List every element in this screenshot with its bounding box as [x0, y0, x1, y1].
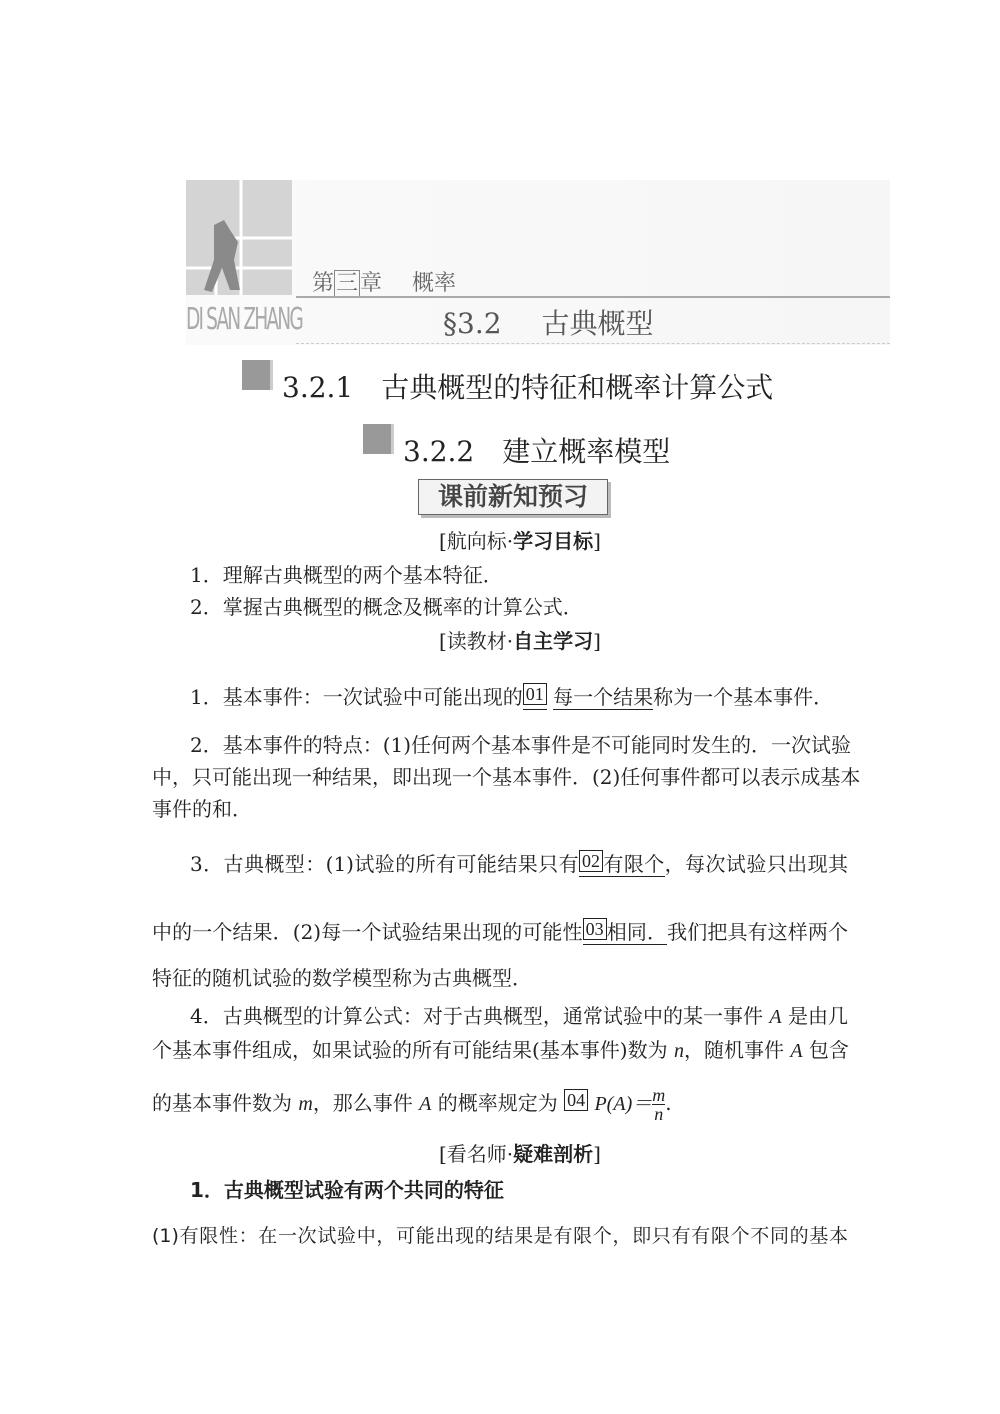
- header-divider-dashed: [296, 343, 890, 344]
- paragraph-3-line: 3．古典概型：(1)试验的所有可能结果只有 02 有限个，每次试验只出现其: [190, 851, 848, 876]
- blank-number: 01: [523, 683, 547, 705]
- paragraph-2-line: 中，只可能出现一种结果，即出现一个基本事件．(2)任何事件都可以表示成基本: [152, 765, 861, 789]
- fraction: $\frac{m}{n}$: [652, 1085, 666, 1124]
- paragraph-1: 1．基本事件：一次试验中可能出现的 01 每一个结果称为一个基本事件．: [190, 684, 834, 709]
- subsection-title-2: 3.2.2 建立概率模型: [403, 435, 671, 468]
- paragraph-2-line: 2．基本事件的特点：(1)任何两个基本事件是不可能同时发生的．一次试验: [190, 733, 852, 757]
- analysis-item-detail: (1)有限性：在一次试验中，可能出现的结果是有限个，即只有有限个不同的基本: [152, 1225, 848, 1247]
- goals-heading: [航向标·学习目标]: [439, 529, 601, 553]
- chapter-label: 第三章 概率: [312, 271, 457, 296]
- study-heading: [读教材·自主学习]: [439, 629, 601, 653]
- book-icon: [242, 360, 273, 390]
- analysis-heading: [看名师·疑难剖析]: [439, 1142, 601, 1166]
- goal-item: 2．掌握古典概型的概念及概率的计算公式．: [190, 595, 583, 619]
- analysis-item: 1．古典概型试验有两个共同的特征: [190, 1178, 504, 1202]
- goal-item: 1．理解古典概型的两个基本特征．: [190, 563, 503, 587]
- paragraph-3-line: 中的一个结果．(2)每一个试验结果出现的可能性 03 相同．我们把具有这样两个: [152, 919, 849, 944]
- chapter-pinyin: DI SAN ZHANG: [186, 302, 302, 337]
- paragraph-4-line: 个基本事件组成，如果试验的所有可能结果(基本事件)数为 n，随机事件 A 包含: [152, 1038, 849, 1062]
- subsection-title-1: 3.2.1 古典概型的特征和概率计算公式: [282, 371, 774, 404]
- section-banner: 课前新知预习: [418, 479, 608, 515]
- section-title: §3.2 古典概型: [443, 307, 654, 340]
- paragraph-4-line: 的基本事件数为 m，那么事件 A 的概率规定为 04 P(A)＝ $\frac{m}{n}$ .: [152, 1085, 672, 1124]
- header-divider: [296, 296, 890, 298]
- book-icon: [363, 424, 394, 454]
- paragraph-3-line: 特征的随机试验的数学模型称为古典概型．: [152, 966, 532, 990]
- paragraph-2-line: 事件的和．: [152, 797, 252, 821]
- paragraph-4-line: 4．古典概型的计算公式：对于古典概型，通常试验中的某一事件 A 是由几: [190, 1004, 849, 1028]
- probability-formula: P(A)＝: [594, 1093, 653, 1115]
